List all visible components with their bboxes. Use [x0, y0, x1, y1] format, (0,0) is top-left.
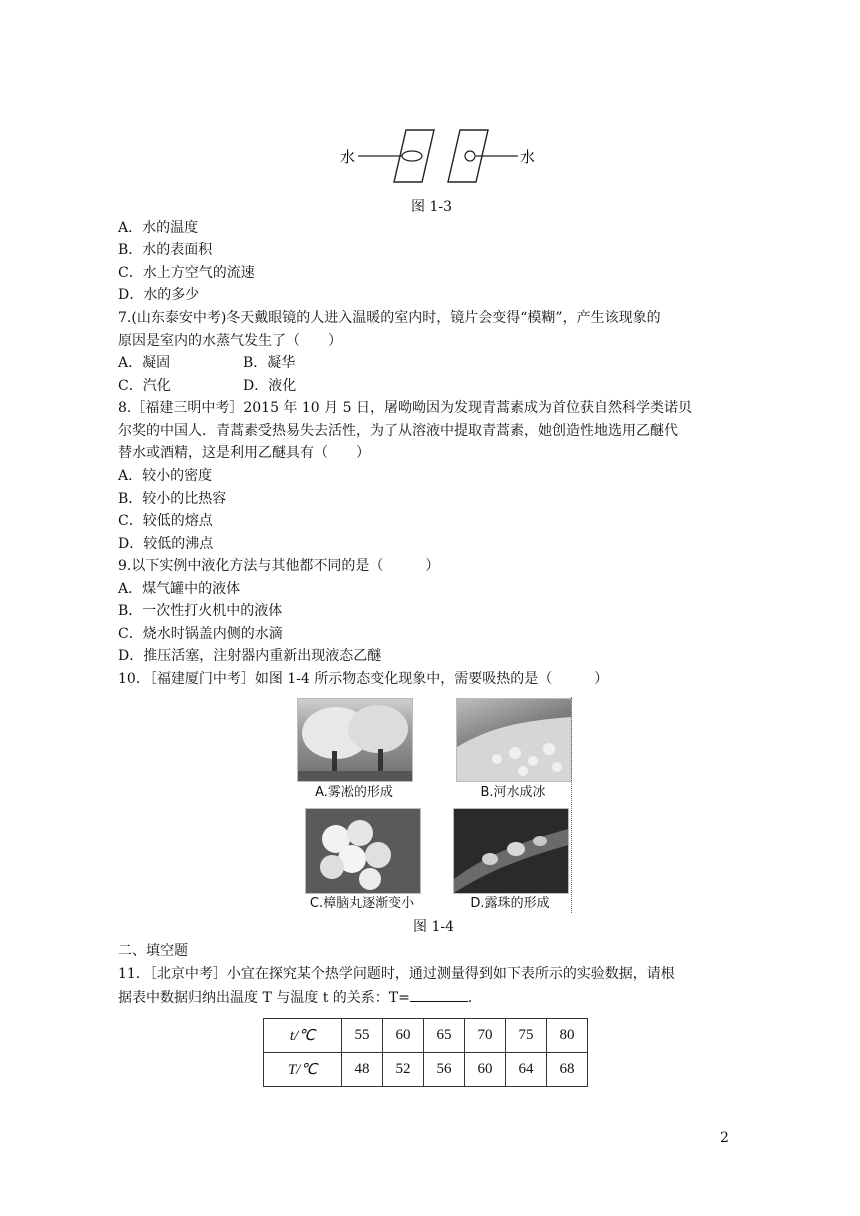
table-row	[264, 1053, 588, 1087]
q8-option-a: A．较小的密度	[118, 468, 213, 484]
q9-option-a: A．煤气罐中的液体	[118, 581, 241, 597]
q11-stem-line2	[118, 987, 482, 1008]
table-cell: 48	[342, 1053, 383, 1087]
table-cell: 60	[465, 1053, 506, 1087]
section-2-heading: 二、填空题	[118, 943, 188, 959]
table-cell: 60	[383, 1019, 424, 1053]
q6-option-d: D．水的多少	[118, 287, 200, 303]
water-label-left: 水	[340, 148, 356, 166]
option-c-image-label: C.樟脑丸逐渐变小	[309, 896, 415, 911]
option-d-image-label: D.露珠的形成	[470, 896, 550, 911]
mothball-shrinking-photo	[305, 808, 421, 894]
table-cell: 56	[424, 1053, 465, 1087]
q7-option-d: D．液化	[243, 378, 297, 394]
q8-option-c: C．较低的熔点	[118, 513, 213, 529]
table-cell: 68	[547, 1053, 588, 1087]
q11-stem-line1: 11．［北京中考］小宜在探究某个热学问题时，通过测量得到如下表所示的实验数据，请根	[118, 966, 675, 982]
page-number: 2	[720, 1130, 729, 1146]
q6-option-b: B．水的表面积	[118, 242, 213, 258]
option-a-image-label: A.雾凇的形成	[315, 785, 393, 800]
q9-stem: 9.以下实例中液化方法与其他都不同的是（ ）	[118, 558, 440, 574]
table-cell: t/℃	[264, 1019, 342, 1053]
table-cell: T/℃	[264, 1053, 342, 1087]
table-cell: 64	[506, 1053, 547, 1087]
q11-stem-suffix: ．	[467, 990, 482, 1006]
dew-formation-photo	[453, 808, 569, 894]
q8-stem-line3: 替水或酒精，这是利用乙醚具有（ ）	[118, 445, 370, 461]
q7-option-c: C．汽化	[118, 378, 171, 394]
q9-option-b: B．一次性打火机中的液体	[118, 603, 283, 619]
q11-answer-blank[interactable]	[410, 987, 468, 1002]
q8-stem-line2: 尔奖的中国人．青蒿素受热易失去活性，为了从溶液中提取青蒿素，她创造性地选用乙醚代	[118, 423, 678, 439]
q7-stem-line2: 原因是室内的水蒸气发生了（ ）	[118, 333, 342, 349]
option-b-image-label: B.河水成冰	[480, 785, 546, 800]
rime-formation-photo	[297, 698, 413, 782]
q6-option-c: C．水上方空气的流速	[118, 265, 255, 281]
figure-1-3-diagram	[330, 128, 550, 190]
water-label-right: 水	[520, 148, 536, 166]
temperature-data-table	[263, 1018, 588, 1087]
table-row	[264, 1019, 588, 1053]
figure-border-line	[571, 697, 572, 913]
figure-1-3-caption: 图 1-3	[411, 199, 452, 215]
table-cell: 80	[547, 1019, 588, 1053]
q10-stem: 10．［福建厦门中考］如图 1-4 所示物态变化现象中，需要吸热的是（ ）	[118, 671, 609, 687]
river-freezing-photo	[456, 698, 572, 782]
q7-option-a: A．凝固	[118, 355, 171, 371]
table-cell: 70	[465, 1019, 506, 1053]
q8-option-d: D．较低的沸点	[118, 536, 214, 552]
table-cell: 52	[383, 1053, 424, 1087]
q11-stem-prefix: 据表中数据归纳出温度 T 与温度 t 的关系：T=	[118, 990, 410, 1006]
q7-stem-line1: 7.(山东泰安中考)冬天戴眼镜的人进入温暖的室内时，镜片会变得“模糊”，产生该现象的	[118, 310, 661, 326]
table-cell: 55	[342, 1019, 383, 1053]
table-cell: 75	[506, 1019, 547, 1053]
q8-option-b: B．较小的比热容	[118, 491, 227, 507]
q9-option-d: D．推压活塞，注射器内重新出现液态乙醚	[118, 648, 382, 664]
q8-stem-line1: 8.［福建三明中考］2015 年 10 月 5 日，屠呦呦因为发现青蒿素成为首位获自然科学类诺贝	[118, 400, 692, 416]
q9-option-c: C．烧水时锅盖内侧的水滴	[118, 626, 283, 642]
figure-1-4-caption: 图 1-4	[413, 919, 454, 935]
q7-option-b: B．凝华	[243, 355, 296, 371]
table-cell: 65	[424, 1019, 465, 1053]
q6-option-a: A．水的温度	[118, 220, 199, 236]
